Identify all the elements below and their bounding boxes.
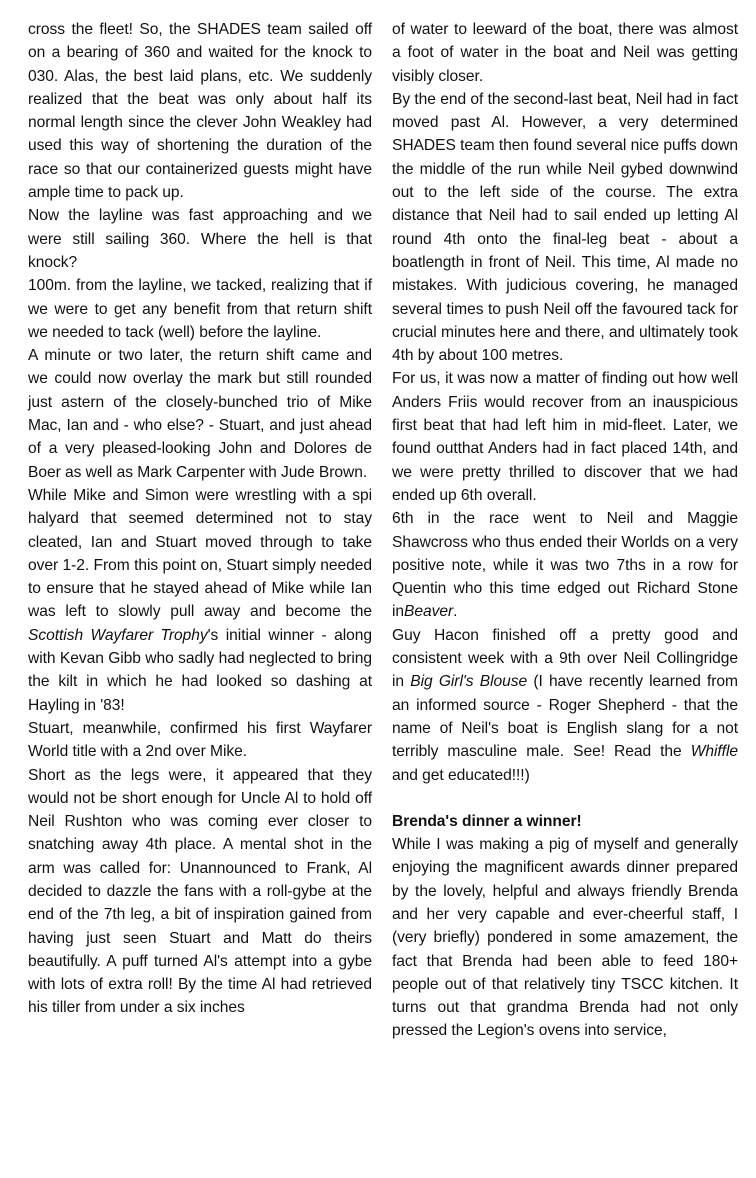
paragraph: of water to leeward of the boat, there was almost a foot of water in the boat and Neil was getting visibly closer. [392, 21, 738, 85]
paragraph: While I was making a pig of myself and generally enjoying the magnificent awards dinner prepared by the lovely, helpful and always friendly Brenda and her very capable and ever-cheerful staff, I (very briefly) pondered in some amazement, the fact that Brenda had been able to feed 180+ people out of that relatively tiny TSCC kitchen. It turns out that grandma Brenda had not only pressed the Legion's ovens into service, [392, 836, 738, 1040]
paragraph: Now the layline was fast approaching and we were still sailing 360. Where the hell is that knock? [28, 207, 372, 271]
left-column [28, 18, 372, 1020]
paragraph: cross the fleet! So, the SHADES team sailed off on a bearing of 360 and waited for the knock to 030. Alas, the best laid plans, etc. We suddenly realized that the beat was only about half its normal length since the clever John Weakley had used this way of shortening the duration of the race so that our containerized guests might have ample time to pack up. [28, 21, 372, 202]
text-run: While Mike and Simon were wrestling with a spi halyard that seemed determined not to stay cleated, Ian and Stuart moved through to take over 1-2. From this point on, Stuart simply needed to ensure that he stayed ahead of Mike while Ian was left to slowly pull away and become the [28, 486, 372, 621]
paragraph: 100m. from the layline, we tacked, realizing that if we were to get any benefit from that return shift we needed to tack (well) before the layline. [28, 277, 372, 341]
text-run: (I have recently learned from an informed source - Roger Shepherd - that the name of Neil's boat is English slang for a not terribly masculine male. See! Read the [392, 673, 738, 761]
paragraph: By the end of the second-last beat, Neil had in fact moved past Al. However, a very determined SHADES team then found several nice puffs down the middle of the run while Neil gybed downwind out to the left side of the course. The extra distance that Neil had to sail ended up letting Al round 4th onto the final-leg beat - about a boatlength in front of Neil. This time, Al made no mistakes. With judicious covering, he managed several times to push Neil off the favoured tack for crucial minutes here and there, and ultimately took 4th by about 100 metres. [392, 90, 738, 365]
paragraph: Stuart, meanwhile, confirmed his first Wayfarer World title with a 2nd over Mike. [28, 719, 372, 761]
paragraph: Short as the legs were, it appeared that they would not be short enough for Uncle Al to hold off Neil Rushton who was coming ever closer to snatching away 4th place. A mental shot in the arm was called for: Unannounced to Frank, Al decided to dazzle the fans with a roll-gybe at the end of the 7th leg, a bit of inspiration gained from having just seen Stuart and Matt do theirs beautifully. A puff turned Al's attempt into a gybe with lots of extra roll! By the time Al had retrieved his tiller from under a six inches [28, 766, 372, 1017]
section-heading: Brenda's dinner a winner! [392, 812, 582, 830]
text-run: . [453, 603, 458, 621]
italic-title: Scottish Wayfarer Trophy [28, 626, 208, 644]
text-run: 6th in the race went to Neil and Maggie Shawcross who thus ended their Worlds on a very positive note, while it was two 7ths in a row for Quentin who this time edged out Richard Stone in [392, 510, 738, 621]
italic-publication-name: Whiffle [690, 743, 738, 761]
text-run: Guy Hacon finished off a pretty good and consistent week with a 9th over Neil Collingridge in [392, 626, 738, 691]
paragraph [392, 507, 738, 623]
text-run: 's initial winner - along with Kevan Gibb who sadly had neglected to bring the kilt in which he had looked so dashing at Hayling in '83! [28, 626, 372, 714]
paragraph: For us, it was now a matter of finding out how well Anders Friis would recover from an inauspicious first beat that had left him in mid-fleet. Later, we found outthat Anders had in fact placed 14th, and we were pretty thrilled to discover that we had ended up 6th overall. [392, 370, 738, 504]
italic-boat-name: Beaver [404, 603, 454, 621]
paragraph [28, 484, 372, 717]
paragraph [392, 624, 738, 787]
text-run: and get educated!!!) [392, 766, 530, 784]
italic-boat-name: Big Girl's Blouse [410, 673, 528, 691]
paragraph: A minute or two later, the return shift came and we could now overlay the mark but still rounded just astern of the closely-bunched trio of Mike Mac, Ian and - who else? - Stuart, and just ahead of a very pleased-looking John and Dolores de Boer as well as Mark Carpenter with Jude Brown. [28, 347, 372, 481]
right-column [392, 18, 738, 1043]
